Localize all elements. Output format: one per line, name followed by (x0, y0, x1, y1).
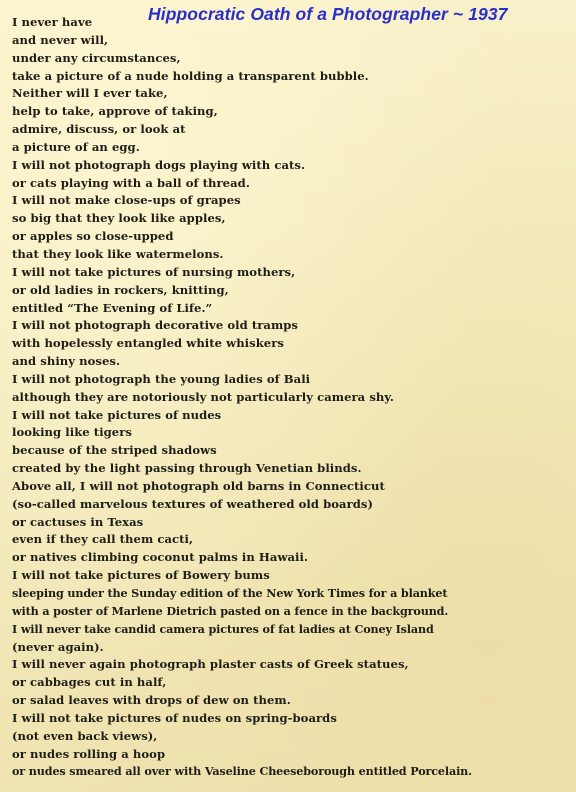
poem-line: admire, discuss, or look at (12, 122, 186, 137)
poem-line: (never again). (12, 639, 104, 654)
poem-line: Neither will I ever take, (12, 86, 168, 101)
poem-line: with a poster of Marlene Dietrich pasted on a fence in the background. (12, 603, 449, 618)
poem-line: created by the light passing through Venetian blinds. (12, 461, 362, 476)
poem-line: or nudes smeared all over with Vaseline Cheeseborough entitled Porcelain. (12, 764, 472, 779)
poem-line: (not even back views), (12, 728, 158, 743)
poem-line: so big that they look like apples, (12, 211, 226, 226)
poem-line: or old ladies in rockers, knitting, (12, 282, 229, 297)
poem-line: a picture of an egg. (12, 139, 140, 154)
poem-line: and never will, (12, 32, 109, 47)
poem-line: (so-called marvelous textures of weathered old boards) (12, 496, 374, 511)
poem-line: Above all, I will not photograph old barns in Connecticut (12, 478, 385, 493)
poem-line: that they look like watermelons. (12, 246, 224, 261)
poem-line: because of the striped shadows (12, 443, 217, 458)
poem-line: or cactuses in Texas (12, 514, 144, 529)
poem-line: under any circumstances, (12, 50, 181, 65)
poem-line: or apples so close-upped (12, 229, 174, 244)
poem-line: or nudes rolling a hoop (12, 746, 166, 761)
poem-line: I will not take pictures of nudes on spring-boards (12, 710, 337, 725)
poem-line: looking like tigers (12, 425, 132, 440)
poem-line: even if they call them cacti, (12, 532, 194, 547)
poem-line: I will not make close-ups of grapes (12, 193, 241, 208)
poem-line: I will not photograph dogs playing with cats. (12, 157, 306, 172)
poem-line: I will not photograph decorative old tramps (12, 318, 299, 333)
poem-line: and shiny noses. (12, 354, 121, 369)
poem-line: sleeping under the Sunday edition of the New York Times for a blanket (12, 586, 448, 600)
poem-line: or cabbages cut in half, (12, 675, 167, 690)
page-title: Hippocratic Oath of a Photographer ~ 1937 (148, 4, 508, 24)
poem-line: I never have (12, 15, 93, 29)
poem-line: although they are notoriously not particularly camera shy. (12, 389, 394, 404)
poem-line: I will never take candid camera pictures of fat ladies at Coney Island (12, 621, 434, 636)
poem-line: or cats playing with a ball of thread. (12, 175, 250, 190)
poem-body (12, 14, 572, 781)
poem-line: take a picture of a nude holding a transparent bubble. (12, 68, 369, 83)
poem-line: or salad leaves with drops of dew on them. (12, 693, 291, 708)
poem-line: I will not take pictures of nudes (12, 407, 222, 422)
poem-line: I will not photograph the young ladies of Bali (12, 371, 311, 386)
poem-line: help to take, approve of taking, (12, 104, 218, 119)
poem-line: with hopelessly entangled white whiskers (12, 336, 284, 351)
poem-line: I will never again photograph plaster casts of Greek statues, (12, 657, 409, 672)
poem-line: I will not take pictures of Bowery bums (12, 568, 270, 583)
poem-line: I will not take pictures of nursing mothers, (12, 264, 296, 279)
poem-line: entitled “The Evening of Life.” (12, 300, 213, 315)
poem-line: or natives climbing coconut palms in Hawaii. (12, 550, 309, 565)
